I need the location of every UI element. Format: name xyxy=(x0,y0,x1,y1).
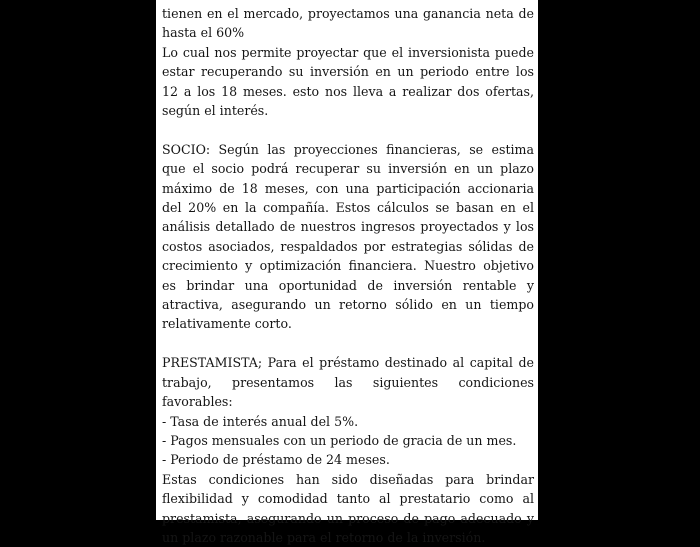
paragraph-recovery-period: Lo cual nos permite proyectar que el inversionista puede estar recuperando su inversión en un periodo entre los 12 a los 18 meses. esto nos lleva a realizar dos ofertas, según el interés. xyxy=(162,44,534,119)
paragraph-projected-profit: tienen en el mercado, proyectamos una ganancia neta de hasta el 60% xyxy=(162,6,534,41)
condition-item-monthly-payments: - Pagos mensuales con un periodo de gracia de un mes. xyxy=(162,432,517,448)
paragraph-spacer xyxy=(162,334,534,353)
paragraph-closing: Estas condiciones han sido diseñadas para brindar flexibilidad y comodidad tanto al prestatario como al prestamista, asegurando un proceso de pago adecuado y un plazo razonable para el retorno de la inversión. xyxy=(162,471,534,545)
condition-item-loan-term: - Periodo de préstamo de 24 meses. xyxy=(162,452,390,468)
paragraph-spacer xyxy=(162,120,534,139)
document-body xyxy=(162,4,534,547)
document-page xyxy=(156,0,538,545)
paragraph-prestamista-offer: PRESTAMISTA; Para el préstamo destinado al capital de trabajo, presentamos las siguientes condiciones favorables: xyxy=(162,355,534,410)
condition-item-interest-rate: - Tasa de interés anual del 5%. xyxy=(162,413,359,429)
paragraph-socio-offer: SOCIO: Según las proyecciones financieras, se estima que el socio podrá recuperar su inversión en un plazo máximo de 18 meses, con una participación accionaria del 20% en la compañía. Estos cálculos se basan en el análisis detallado de nuestros ingresos proyectados y los costos asociados, respaldados por estrategias sólidas de crecimiento y optimización financiera. Nuestro objetivo es brindar una oportunidad de inversión rentable y atractiva, asegurando un retorno sólido en un tiempo relativamente corto. xyxy=(162,141,534,332)
